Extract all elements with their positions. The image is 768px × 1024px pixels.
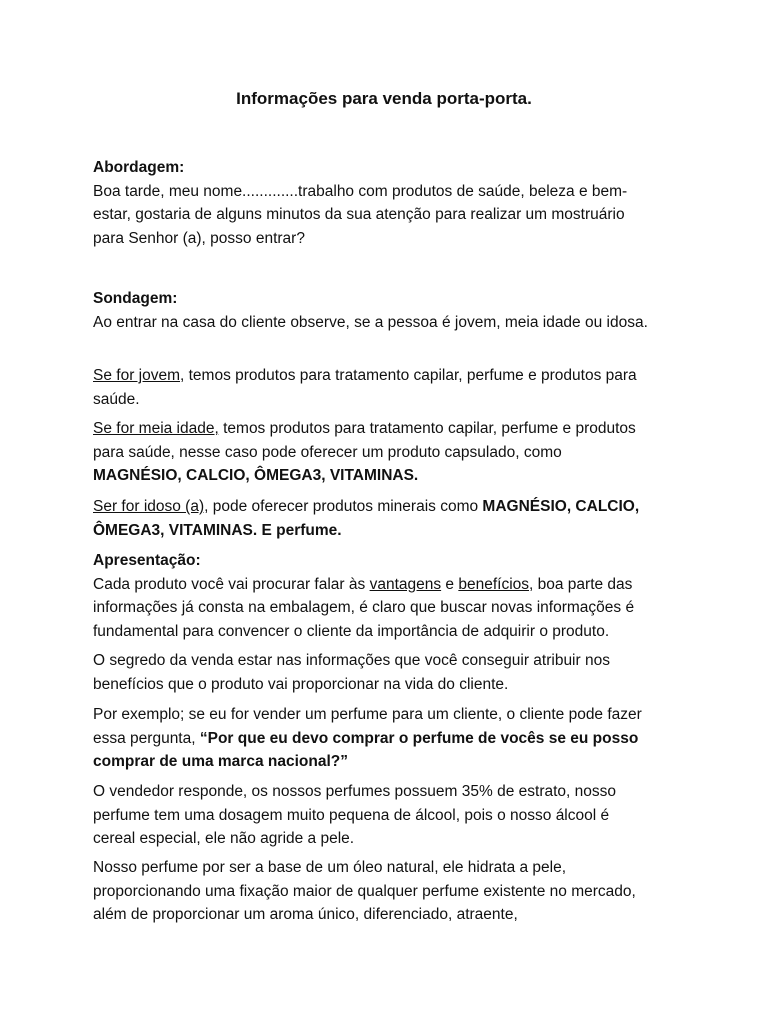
meia-idade-label: Se for meia idade, bbox=[93, 420, 219, 437]
meia-idade-text: temos produtos para tratamento capilar, perfume e produtos para saúde, nesse caso pode oferecer um produto capsulado, como bbox=[93, 420, 636, 461]
idoso-paragraph bbox=[93, 495, 653, 542]
idoso-products: MAGNÉSIO, CALCIO, ÔMEGA3, VITAMINAS. E perfume. bbox=[93, 498, 640, 539]
jovem-paragraph bbox=[93, 364, 653, 411]
apresentacao-p5-block bbox=[93, 856, 653, 927]
apresentacao-p4-block bbox=[93, 780, 653, 851]
document-title: Informações para venda porta-porta. bbox=[236, 89, 532, 108]
abordagem-heading: Abordagem: bbox=[93, 159, 185, 176]
meia-idade-products: MAGNÉSIO, CALCIO, ÔMEGA3, VITAMINAS. bbox=[93, 467, 419, 484]
jovem-text: , temos produtos para tratamento capilar, perfume e produtos para saúde. bbox=[93, 367, 637, 408]
p1-text-a: Cada produto você vai procurar falar às bbox=[93, 575, 370, 593]
sondagem-heading: Sondagem: bbox=[93, 290, 178, 307]
p1-text-c: boa parte das informações já consta na embalagem, é claro que buscar novas informações é fundamental para convencer o cliente da importância de adquirir o produto. bbox=[93, 575, 635, 640]
abordagem-text: Boa tarde, meu nome.............trabalho com produtos de saúde, beleza e bem-estar, gostaria de alguns minutos da sua atenção para realizar um mostruário para Senhor (a), posso entrar? bbox=[93, 182, 628, 247]
p1-vantagens: vantagens bbox=[369, 575, 442, 593]
apresentacao-p1 bbox=[93, 573, 653, 644]
apresentacao-section bbox=[93, 549, 653, 643]
apresentacao-p5: Nosso perfume por ser a base de um óleo natural, ele hidrata a pele, proporcionando uma fixação maior de qualquer perfume existente no mercado, além de proporcionar um aroma único, diferenciado, atraente, bbox=[93, 859, 636, 923]
p1-text-b: e bbox=[441, 575, 459, 593]
apresentacao-heading: Apresentação: bbox=[93, 552, 201, 569]
p3-question: “Por que eu devo comprar o perfume de vocês se eu posso comprar de uma marca nacional?” bbox=[93, 729, 639, 770]
idoso-text: pode oferecer produtos minerais como bbox=[208, 498, 483, 515]
apresentacao-p3-block bbox=[93, 703, 653, 774]
apresentacao-p2: O segredo da venda estar nas informações que você conseguir atribuir nos benefícios que o produto vai proporcionar na vida do cliente. bbox=[93, 652, 610, 693]
p3-text: Por exemplo; se eu for vender um perfume para um cliente, o cliente pode fazer essa pergunta, bbox=[93, 706, 642, 747]
idoso-label: Ser for idoso (a), bbox=[93, 498, 209, 515]
apresentacao-p4: O vendedor responde, os nossos perfumes possuem 35% de estrato, nosso perfume tem uma dosagem muito pequena de álcool, pois o nosso álcool é cereal especial, ele não agride a pele. bbox=[93, 783, 616, 847]
abordagem-section bbox=[93, 156, 653, 250]
jovem-label: Se for jovem bbox=[93, 367, 181, 384]
apresentacao-p3 bbox=[93, 703, 653, 774]
apresentacao-p2-block bbox=[93, 649, 653, 696]
p1-beneficios: benefícios, bbox=[458, 575, 534, 593]
sondagem-section bbox=[93, 287, 653, 334]
meia-idade-paragraph bbox=[93, 417, 653, 488]
sondagem-intro: Ao entrar na casa do cliente observe, se a pessoa é jovem, meia idade ou idosa. bbox=[93, 313, 648, 331]
